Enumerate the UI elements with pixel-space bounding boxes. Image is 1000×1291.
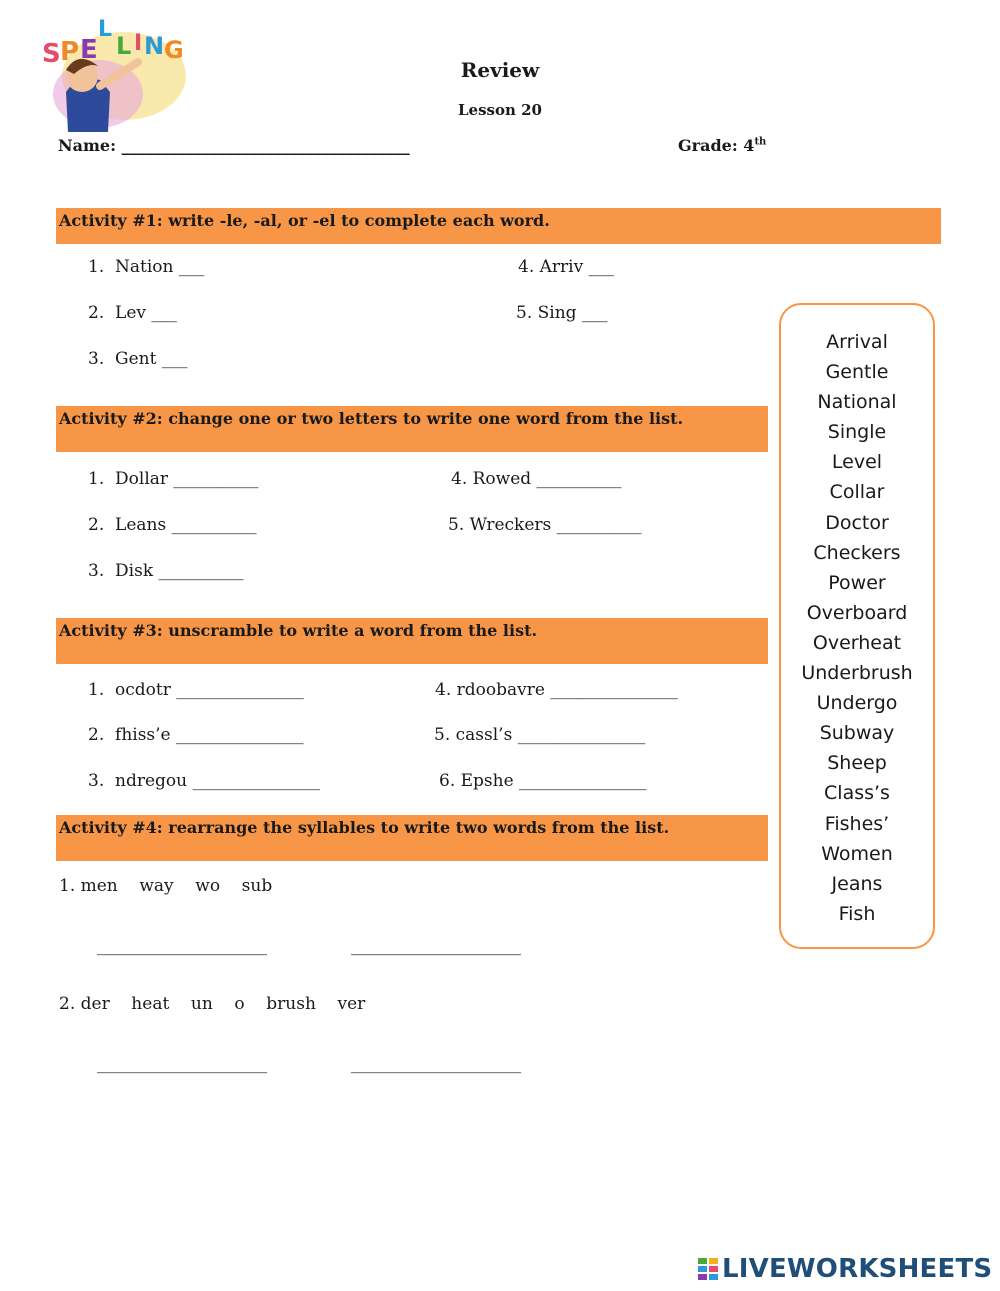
lesson-subtitle: Lesson 20 — [458, 101, 542, 119]
name-blank[interactable]: ____________________________________ — [121, 136, 410, 155]
word-list-item: Sheep — [827, 752, 887, 775]
word-list-item: Overheat — [812, 631, 902, 654]
activity-3-item[interactable]: 6. Epshe _______________ — [439, 771, 647, 791]
svg-text:I: I — [134, 31, 143, 56]
word-list-item: Underbrush — [801, 662, 913, 685]
word-list-item: Collar — [829, 481, 885, 504]
word-list-item: Undergo — [816, 692, 898, 715]
activity-3-item[interactable]: 5. cassl’s _______________ — [434, 725, 646, 745]
svg-text:L: L — [98, 17, 113, 42]
activity-3-item[interactable]: 3. ndregou _______________ — [88, 771, 321, 791]
activity-2-item[interactable]: 3. Disk __________ — [88, 561, 244, 581]
liveworksheets-logo-icon — [698, 1257, 718, 1279]
activity-2-item[interactable]: 2. Leans __________ — [88, 515, 257, 535]
activity-1-item[interactable]: 1. Nation ___ — [88, 257, 205, 277]
name-label: Name: — [58, 136, 117, 155]
word-list-item: Class’s — [824, 782, 890, 805]
svg-text:L: L — [116, 32, 132, 60]
word-list-item: Single — [827, 421, 887, 444]
word-list-item: Overboard — [806, 601, 908, 624]
activity-1-item[interactable]: 2. Lev ___ — [88, 303, 177, 323]
word-list-item: Jeans — [831, 872, 883, 895]
answer-blank[interactable]: ____________________ — [97, 1054, 267, 1074]
svg-text:S: S — [42, 39, 61, 69]
word-list-item: Fish — [838, 902, 876, 925]
word-list-box — [779, 303, 935, 949]
svg-text:N: N — [144, 32, 165, 60]
word-list-item: Subway — [819, 722, 895, 745]
activity-4-item: 2. der heat un o brush ver — [59, 994, 366, 1014]
liveworksheets-brand[interactable] — [698, 1254, 992, 1284]
word-list — [781, 327, 933, 929]
svg-text:G: G — [164, 36, 184, 64]
activity-4-item: 1. men way wo sub — [59, 876, 273, 896]
svg-text:E: E — [80, 35, 98, 65]
page-title: Review — [460, 58, 540, 82]
word-list-item: Arrival — [826, 331, 888, 353]
activity-2-item[interactable]: 4. Rowed __________ — [451, 469, 622, 489]
activity-2-item[interactable]: 1. Dollar __________ — [88, 469, 259, 489]
activity-4-heading: Activity #4: rearrange the syllables to write two words from the list. — [56, 815, 768, 861]
grade-sup: th — [754, 136, 767, 148]
answer-blank[interactable]: ____________________ — [351, 1054, 521, 1074]
activity-3-item[interactable]: 4. rdoobavre _______________ — [435, 680, 678, 700]
activity-3-item[interactable]: 1. ocdotr _______________ — [88, 680, 304, 700]
activity-2-item[interactable]: 5. Wreckers __________ — [448, 515, 642, 535]
word-list-item: Checkers — [813, 541, 901, 564]
word-list-item: Women — [821, 842, 893, 865]
word-list-item: Power — [828, 571, 886, 594]
activity-1-item[interactable]: 3. Gent ___ — [88, 349, 188, 369]
answer-blank[interactable]: ____________________ — [97, 936, 267, 956]
activity-1-item[interactable]: 4. Arriv ___ — [518, 257, 615, 277]
activity-1-heading: Activity #1: write -le, -al, or -el to complete each word. — [56, 208, 941, 244]
activity-3-item[interactable]: 2. fhiss’e _______________ — [88, 725, 304, 745]
activity-1-item[interactable]: 5. Sing ___ — [516, 303, 608, 323]
grade-row — [678, 136, 766, 155]
word-list-item: Doctor — [825, 511, 889, 534]
grade-label: Grade: 4 — [678, 136, 755, 155]
brand-text: LIVEWORKSHEETS — [722, 1254, 993, 1284]
word-list-item: Gentle — [825, 361, 889, 384]
activity-2-heading: Activity #2: change one or two letters to write one word from the list. — [56, 406, 768, 452]
word-list-item: Level — [831, 451, 883, 474]
svg-text:P: P — [60, 37, 80, 67]
word-list-item: Fishes’ — [824, 812, 890, 835]
answer-blank[interactable]: ____________________ — [351, 936, 521, 956]
word-list-item: National — [817, 391, 897, 414]
name-row — [58, 136, 410, 155]
activity-3-heading: Activity #3: unscramble to write a word from the list. — [56, 618, 768, 664]
